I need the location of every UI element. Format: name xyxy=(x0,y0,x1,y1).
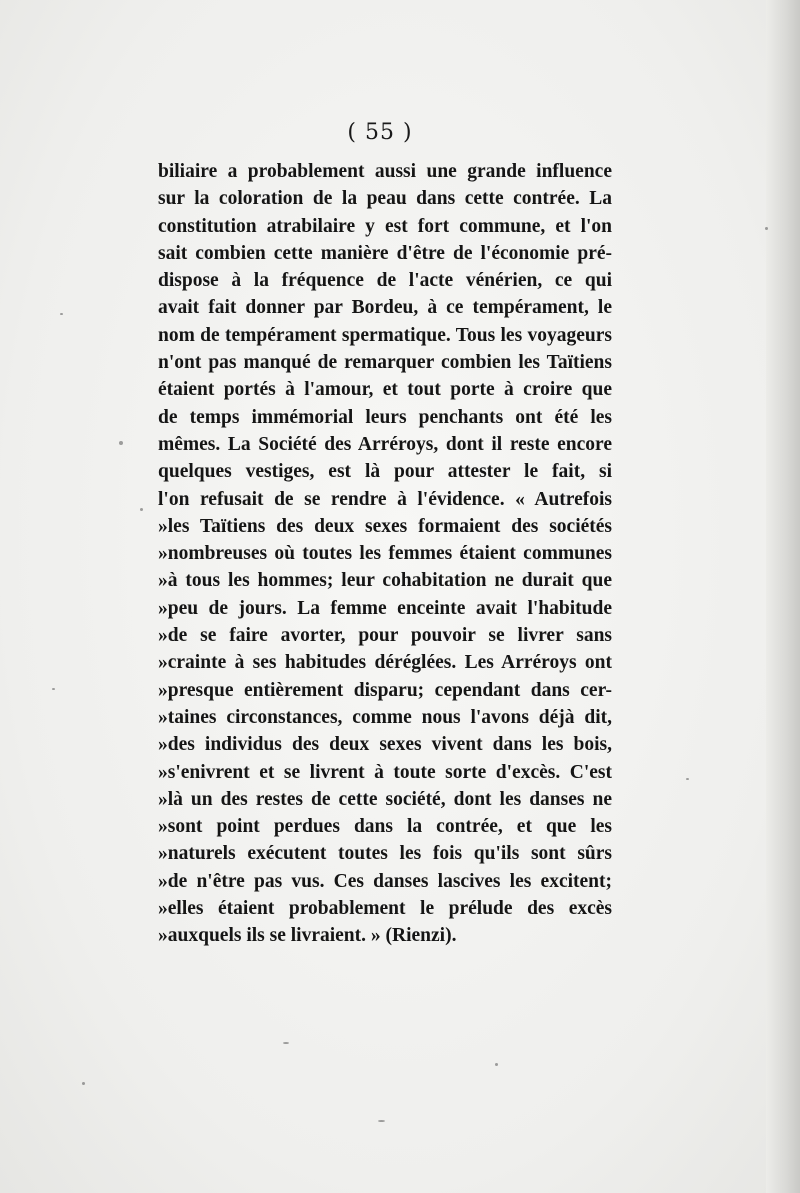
text-line: mêmes. La Société des Arréroys, dont il reste encore xyxy=(158,433,612,455)
paper-speck xyxy=(60,313,63,315)
text-line: »presque entièrement disparu; cependant dans cer- xyxy=(158,679,612,701)
text-line: constitution atrabilaire y est fort commune, et l'on xyxy=(158,215,612,237)
text-line: »là un des restes de cette société, dont les danses ne xyxy=(158,788,612,810)
text-line: »les Taïtiens des deux sexes formaient des sociétés xyxy=(158,515,612,537)
text-line: »auxquels ils se livraient. » (Rienzi). xyxy=(158,925,457,947)
text-line: étaient portés à l'amour, et tout porte à croire que xyxy=(158,379,612,401)
text-line: »taines circonstances, comme nous l'avons déjà dit, xyxy=(158,706,612,728)
text-line: »naturels exécutent toutes les fois qu'ils sont sûrs xyxy=(158,843,612,865)
page-number: ( 55 ) xyxy=(347,120,413,145)
text-line: »à tous les hommes; leur cohabitation ne durait que xyxy=(158,570,612,592)
paper-speck xyxy=(140,508,143,511)
text-line: quelques vestiges, est là pour attester le fait, si xyxy=(158,461,612,483)
text-line: »s'enivrent et se livrent à toute sorte d'excès. C'est xyxy=(158,761,612,783)
paper-speck xyxy=(283,1042,289,1044)
paper-speck xyxy=(686,778,689,780)
paper-speck xyxy=(119,441,123,445)
paper-speck xyxy=(82,1082,85,1085)
body-text xyxy=(158,158,612,950)
text-line: biliaire a probablement aussi une grande influence xyxy=(158,161,612,182)
text-line: »sont point perdues dans la contrée, et que les xyxy=(158,816,612,838)
text-line: sait combien cette manière d'être de l'économie pré- xyxy=(158,242,612,264)
text-line: »elles étaient probablement le prélude des excès xyxy=(158,898,612,920)
text-line: dispose à la fréquence de l'acte vénérien, ce qui xyxy=(158,270,612,292)
text-line: »des individus des deux sexes vivent dans les bois, xyxy=(158,734,612,756)
paper-speck xyxy=(495,1063,498,1066)
text-line: avait fait donner par Bordeu, à ce tempérament, le xyxy=(158,297,612,319)
text-line: n'ont pas manqué de remarquer combien les Taïtiens xyxy=(158,352,612,374)
text-line: de temps immémorial leurs penchants ont été les xyxy=(158,406,612,428)
text-line: »peu de jours. La femme enceinte avait l'habitude xyxy=(158,597,612,619)
text-line: »nombreuses où toutes les femmes étaient communes xyxy=(158,543,612,565)
paper-speck xyxy=(378,1120,385,1122)
text-line: »crainte à ses habitudes déréglées. Les Arréroys ont xyxy=(158,652,612,674)
paper-speck xyxy=(52,688,55,690)
text-line: »de se faire avorter, pour pouvoir se livrer sans xyxy=(158,625,612,647)
text-line: l'on refusait de se rendre à l'évidence. « Autrefois xyxy=(158,488,612,510)
text-line: »de n'être pas vus. Ces danses lascives les excitent; xyxy=(158,870,612,892)
text-line: nom de tempérament spermatique. Tous les voyageurs xyxy=(158,324,612,346)
page-edge-shadow xyxy=(766,0,800,1193)
text-line: sur la coloration de la peau dans cette contrée. La xyxy=(158,188,612,210)
paper-speck xyxy=(765,227,768,230)
